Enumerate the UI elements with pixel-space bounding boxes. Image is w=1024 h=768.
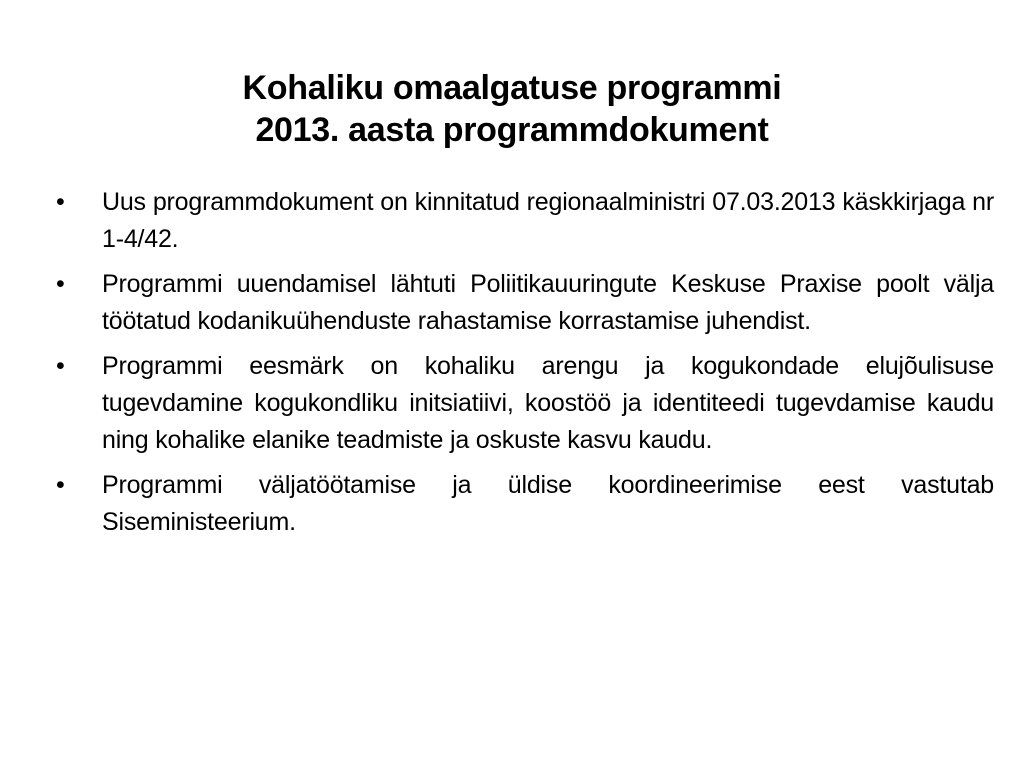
- bullet-icon: •: [56, 352, 65, 380]
- bullet-item-4: [56, 467, 994, 541]
- bullet-text-4: Programmi väljatöötamise ja üldise koordineerimise eest vastutab Siseministeerium.: [102, 471, 994, 536]
- bullet-text-2: Programmi uuendamisel lähtuti Poliitikauuringute Keskuse Praxise poolt välja töötatud kodanikuühenduste rahastamise korrastamise juhendist.: [102, 270, 994, 335]
- bullet-text-1: Uus programmdokument on kinnitatud regionaalministri 07.03.2013 käskkirjaga nr 1-4/42.: [102, 188, 994, 253]
- bullet-icon: •: [56, 471, 65, 499]
- slide-title: [80, 67, 944, 151]
- slide-title-line-1: Kohaliku omaalgatuse programmi: [242, 68, 782, 107]
- bullet-item-3: [56, 348, 994, 459]
- bullet-item-2: [56, 266, 994, 340]
- bullet-icon: •: [56, 188, 65, 216]
- bullet-text-3: Programmi eesmärk on kohaliku arengu ja kogukondade elujõulisuse tugevdamine kogukondliku initsiatiivi, koostöö ja identiteedi tugevdamise kaudu ning kohalike elanike teadmiste ja oskuste kasvu kaudu.: [102, 352, 994, 454]
- bullet-list: [56, 184, 994, 549]
- bullet-icon: •: [56, 270, 65, 298]
- slide-title-line-2: 2013. aasta programmdokument: [255, 110, 769, 149]
- bullet-item-1: [56, 184, 994, 258]
